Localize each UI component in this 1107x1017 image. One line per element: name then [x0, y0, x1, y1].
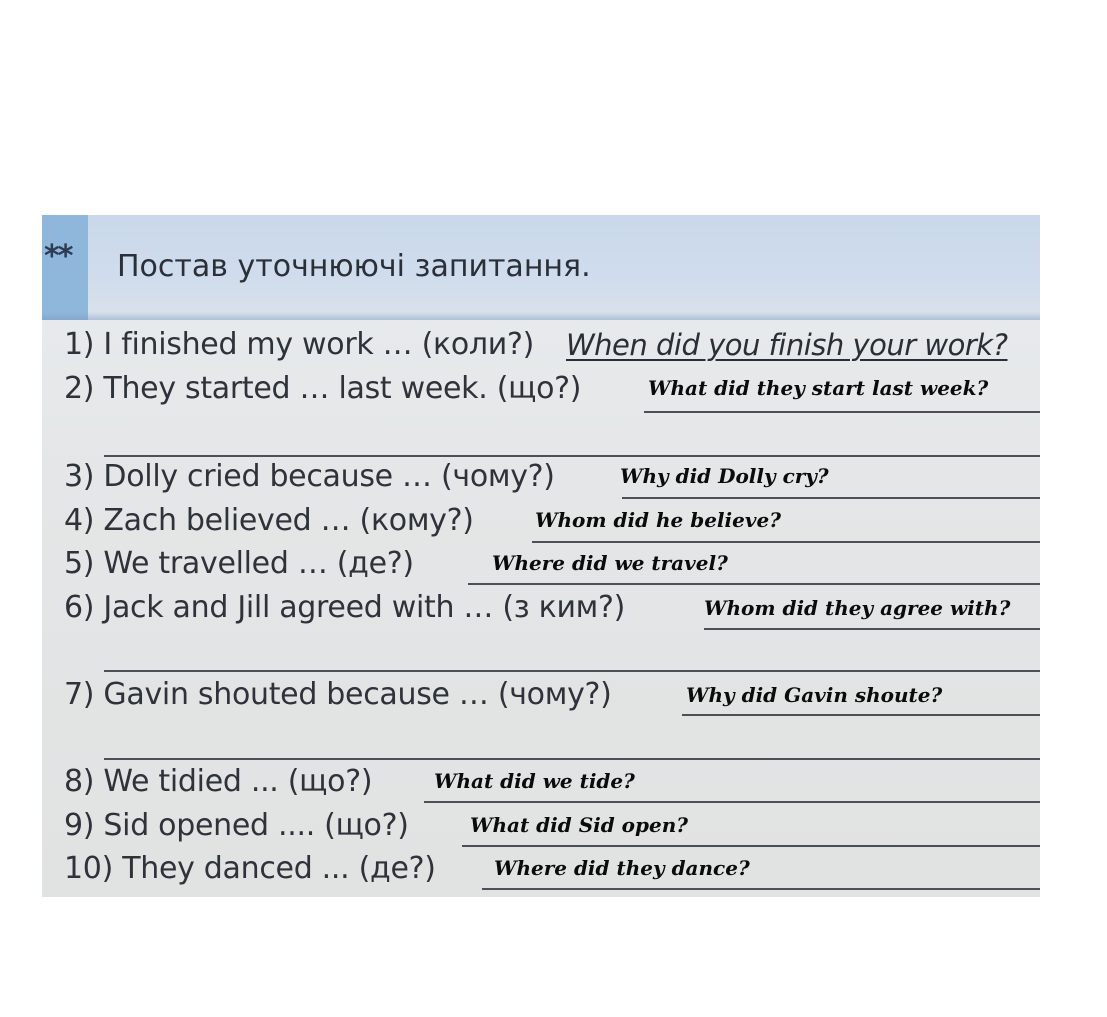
question-prompt: 10) They danced ... (де?) — [64, 851, 436, 886]
handwritten-answer: Why did Gavin shoute? — [686, 683, 943, 707]
answer-line — [482, 888, 1040, 890]
answer-line — [468, 583, 1040, 585]
answer-line — [104, 670, 1040, 672]
handwritten-answer: Whom did he believe? — [535, 508, 781, 532]
question-prompt: 9) Sid opened .... (що?) — [64, 808, 409, 843]
handwritten-answer: What did Sid open? — [470, 813, 688, 837]
answer-line — [644, 411, 1040, 413]
exercise-title: Постав уточнюючі запитання. — [117, 249, 591, 284]
answer-line — [622, 497, 1040, 499]
answer-line — [462, 845, 1040, 847]
handwritten-answer: Where did we travel? — [492, 551, 728, 575]
exercise-header — [42, 215, 1040, 320]
answer-text: When did you finish your work? — [566, 328, 1008, 362]
answer-line — [682, 714, 1040, 716]
question-prompt: 4) Zach believed … (кому?) — [64, 503, 474, 538]
handwritten-answer: What did they start last week? — [648, 376, 989, 400]
question-prompt: 7) Gavin shouted because … (чому?) — [64, 677, 612, 712]
handwritten-answer: What did we tide? — [434, 769, 635, 793]
question-prompt: 8) We tidied ... (що?) — [64, 764, 373, 799]
question-prompt: 1) I finished my work … (коли?) — [64, 327, 534, 362]
question-prompt: 5) We travelled … (де?) — [64, 546, 414, 581]
answer-line — [424, 801, 1040, 803]
difficulty-tab — [42, 215, 88, 320]
question-prompt: 6) Jack and Jill agreed with … (з ким?) — [64, 590, 626, 625]
handwritten-answer: Whom did they agree with? — [704, 596, 1011, 620]
question-prompt: 3) Dolly cried because … (чому?) — [64, 459, 555, 494]
answer-line — [104, 758, 1040, 760]
handwritten-answer: Why did Dolly cry? — [620, 464, 829, 488]
answer-line — [532, 541, 1040, 543]
answer-line — [104, 455, 1040, 457]
textbook-page-photo — [42, 215, 1040, 897]
question-prompt: 2) They started … last week. (що?) — [64, 371, 582, 406]
answer-line — [704, 628, 1040, 630]
difficulty-stars: ** — [44, 239, 72, 274]
handwritten-answer: Where did they dance? — [494, 856, 750, 880]
